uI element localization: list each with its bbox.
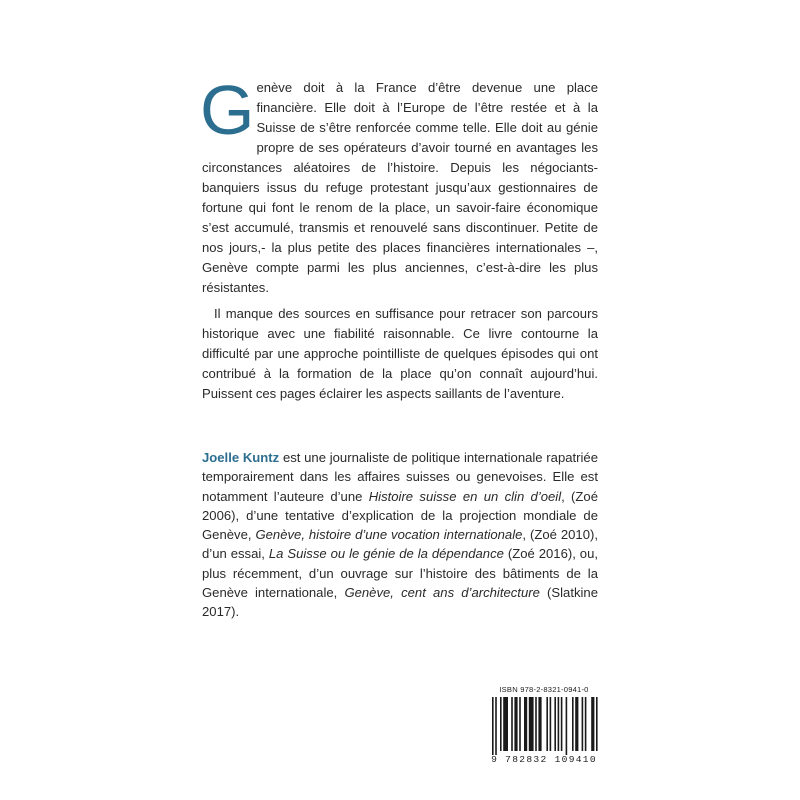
barcode-bar (535, 697, 537, 751)
barcode-bar (538, 697, 541, 751)
barcode-bar (575, 697, 578, 751)
barcode-bar (585, 697, 587, 751)
barcode-bar (500, 697, 502, 751)
barcode-bar (582, 697, 584, 751)
barcode-bar (558, 697, 560, 751)
barcode-bar (514, 697, 517, 751)
barcode-bar (529, 697, 534, 751)
blurb-paragraph-1 (200, 71, 598, 298)
barcode-bar (566, 697, 568, 755)
barcode-bar (591, 697, 594, 751)
barcode-bar (495, 697, 497, 755)
isbn-label: ISBN 978-2-8321-0941-0 (499, 685, 589, 694)
barcode-bar (524, 697, 527, 751)
drop-cap: G (200, 71, 255, 149)
barcode-digits: 9 782832 109410 (491, 754, 597, 765)
author-bio (202, 448, 598, 622)
barcode-bar (561, 697, 563, 751)
barcode-bar (546, 697, 548, 751)
barcode-bar (596, 697, 598, 751)
book-title-4: Genève, cent ans d’architecture (344, 585, 540, 601)
author-bio-text-4: (Zoé 2016), ou, plus récemment, d’un ouvrage sur l’histoire des bâtiments de la Genève internationale, (202, 546, 598, 601)
barcode-bar (554, 697, 556, 751)
book-title-3: La Suisse ou le génie de la dépendance (268, 546, 504, 562)
barcode-bar (519, 697, 521, 751)
barcode-bar (492, 697, 494, 755)
author-bio-text-3: , (Zoé 2010), d’un essai, (202, 527, 598, 562)
cover-blurb (200, 71, 598, 404)
book-title-1: Histoire suisse en un clin d’oeil (368, 488, 562, 504)
barcode-bar (511, 697, 513, 751)
book-title-2: Genève, histoire d’une vocation internationale (255, 527, 523, 543)
author-bio-text-2: , (Zoé 2006), d’une tentative d’explication de la projection mondiale de Genève, (202, 488, 598, 543)
author-name: Joelle Kuntz (202, 450, 280, 465)
blurb-paragraph-1-text: enève doit à la France d’être devenue une place financière. Elle doit à l’Europe de l’être restée et à la Suisse de s’être renforcée comme telle. Elle doit au génie propre de ses opérateurs d’avoir tourné en avantages les circonstances aléatoires de l’histoire. Depuis les négociants-banquiers issus du refuge protestant jusqu’aux gestionnaires de fortune qui font le renom de la place, un savoir-faire économique s’est accumulé, transmis et renouvelé sans discontinuer. Petite de nos jours,- la plus petite des places financières internationales –, Genève compte parmi les plus anciennes, c’est-à-dire les plus résistantes. (202, 80, 598, 295)
barcode-bar (503, 697, 508, 751)
barcode-bar (572, 697, 574, 751)
blurb-paragraph-2: Il manque des sources en suffisance pour retracer son parcours historique avec une fiabilité raisonnable. Ce livre contourne la difficulté par une approche pointilliste de quelques épisodes qui ont contribué à la formation de la place qu’on connaît aujourd’hui. Puissent ces pages éclairer les aspects saillants de l’aventure. (202, 306, 598, 401)
author-bio-text-5: (Slatkine 2017). (202, 585, 598, 620)
barcode-bar (550, 697, 552, 751)
barcode-icon (484, 697, 604, 755)
author-bio-text-1: est une journaliste de politique internationale rapatriée temporairement dans les affaires suisses ou genevoises. Elle est notamment l’auteure d’une (202, 450, 598, 504)
